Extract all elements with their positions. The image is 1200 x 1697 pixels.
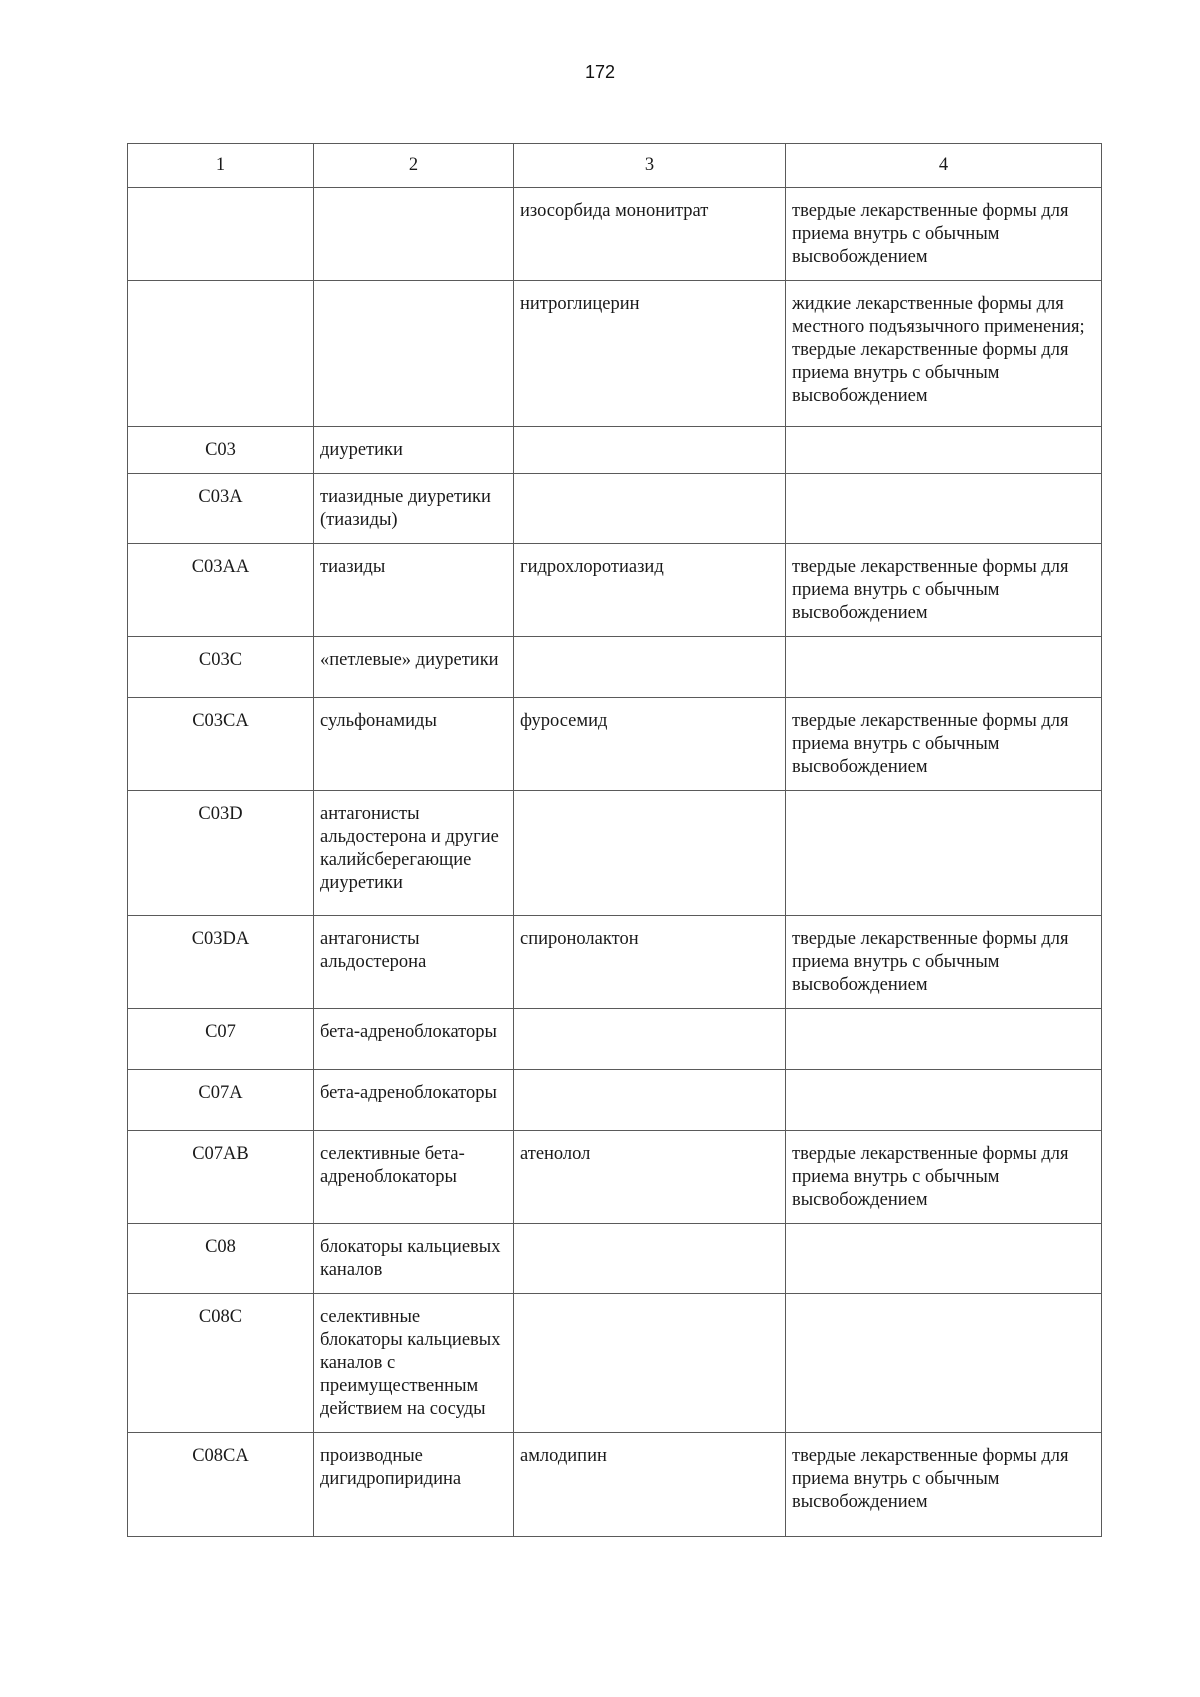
table-header [128, 144, 1102, 188]
drug-name-cell [514, 1009, 786, 1070]
atc-code-cell [128, 188, 314, 281]
table-row [128, 791, 1102, 916]
table-row [128, 1224, 1102, 1294]
atc-code-cell: C07A [128, 1070, 314, 1131]
atc-code-cell: C03C [128, 637, 314, 698]
drug-name-cell [514, 637, 786, 698]
dosage-form-line: твердые лекарственные формы для приема внутрь с обычным высвобождением [792, 557, 1069, 623]
group-name-cell: бета-адреноблокаторы [314, 1070, 514, 1131]
table-row [128, 1131, 1102, 1224]
atc-code-cell: C03DA [128, 916, 314, 1009]
group-name-cell: тиазидные диуретики (тиазиды) [314, 474, 514, 544]
atc-code-cell: C03CA [128, 698, 314, 791]
atc-code-cell: C03A [128, 474, 314, 544]
group-name-cell: селективные блокаторы кальциевых каналов с преимущественным действием на сосуды [314, 1294, 514, 1433]
table-row [128, 1009, 1102, 1070]
table-row [128, 637, 1102, 698]
dosage-form-cell [786, 474, 1102, 544]
group-name-cell [314, 281, 514, 427]
group-name-cell: диуретики [314, 427, 514, 474]
group-name-cell: тиазиды [314, 544, 514, 637]
drug-name-cell: нитроглицерин [514, 281, 786, 427]
drug-name-cell: фуросемид [514, 698, 786, 791]
drug-name-cell: гидрохлоротиазид [514, 544, 786, 637]
group-name-cell: блокаторы кальциевых каналов [314, 1224, 514, 1294]
table-row [128, 1433, 1102, 1537]
group-name-cell: антагонисты альдостерона и другие калийсберегающие диуретики [314, 791, 514, 916]
group-name-cell [314, 188, 514, 281]
dosage-form-line: жидкие лекарственные формы для местного подъязычного применения; [792, 294, 1085, 337]
drug-name-cell [514, 427, 786, 474]
table-row [128, 474, 1102, 544]
dosage-form-cell [786, 544, 1102, 637]
dosage-form-cell [786, 637, 1102, 698]
group-name-cell: селективные бета-адреноблокаторы [314, 1131, 514, 1224]
dosage-form-cell [786, 1224, 1102, 1294]
dosage-form-line: твердые лекарственные формы для приема внутрь с обычным высвобождением [792, 201, 1069, 267]
header-col-4: 4 [786, 144, 1102, 188]
drug-name-cell: атенолол [514, 1131, 786, 1224]
dosage-form-line: твердые лекарственные формы для приема внутрь с обычным высвобождением [792, 340, 1069, 406]
atc-code-cell: C03 [128, 427, 314, 474]
dosage-form-cell [786, 281, 1102, 427]
drug-table [127, 143, 1102, 1537]
table-row [128, 544, 1102, 637]
atc-code-cell [128, 281, 314, 427]
group-name-cell: бета-адреноблокаторы [314, 1009, 514, 1070]
drug-name-cell [514, 1070, 786, 1131]
dosage-form-cell [786, 1433, 1102, 1537]
drug-name-cell [514, 1224, 786, 1294]
dosage-form-cell [786, 916, 1102, 1009]
atc-code-cell: C07AB [128, 1131, 314, 1224]
dosage-form-line: твердые лекарственные формы для приема внутрь с обычным высвобождением [792, 711, 1069, 777]
group-name-cell: производные дигидропиридина [314, 1433, 514, 1537]
header-col-2: 2 [314, 144, 514, 188]
dosage-form-cell [786, 1009, 1102, 1070]
atc-code-cell: C07 [128, 1009, 314, 1070]
dosage-form-cell [786, 188, 1102, 281]
header-col-1: 1 [128, 144, 314, 188]
dosage-form-line: твердые лекарственные формы для приема внутрь с обычным высвобождением [792, 929, 1069, 995]
table-row [128, 916, 1102, 1009]
group-name-cell: антагонисты альдостерона [314, 916, 514, 1009]
dosage-form-cell [786, 1294, 1102, 1433]
atc-code-cell: C08 [128, 1224, 314, 1294]
drug-name-cell [514, 791, 786, 916]
table-row [128, 1294, 1102, 1433]
atc-code-cell: C08C [128, 1294, 314, 1433]
table-body [128, 188, 1102, 1537]
group-name-cell: «петлевые» диуретики [314, 637, 514, 698]
drug-name-cell [514, 474, 786, 544]
dosage-form-cell [786, 427, 1102, 474]
atc-code-cell: C03AA [128, 544, 314, 637]
drug-name-cell: амлодипин [514, 1433, 786, 1537]
table-row [128, 281, 1102, 427]
header-row [128, 144, 1102, 188]
dosage-form-cell [786, 698, 1102, 791]
page-number: 172 [584, 62, 616, 82]
drug-name-cell [514, 1294, 786, 1433]
table-row [128, 188, 1102, 281]
atc-code-cell: C08CA [128, 1433, 314, 1537]
header-col-3: 3 [514, 144, 786, 188]
table-row [128, 698, 1102, 791]
dosage-form-line: твердые лекарственные формы для приема внутрь с обычным высвобождением [792, 1144, 1069, 1210]
dosage-form-cell [786, 1131, 1102, 1224]
drug-name-cell: изосорбида мононитрат [514, 188, 786, 281]
drug-name-cell: спиронолактон [514, 916, 786, 1009]
table-row [128, 1070, 1102, 1131]
group-name-cell: сульфонамиды [314, 698, 514, 791]
dosage-form-line: твердые лекарственные формы для приема внутрь с обычным высвобождением [792, 1446, 1069, 1512]
dosage-form-cell [786, 791, 1102, 916]
table-row [128, 427, 1102, 474]
dosage-form-cell [786, 1070, 1102, 1131]
atc-code-cell: C03D [128, 791, 314, 916]
